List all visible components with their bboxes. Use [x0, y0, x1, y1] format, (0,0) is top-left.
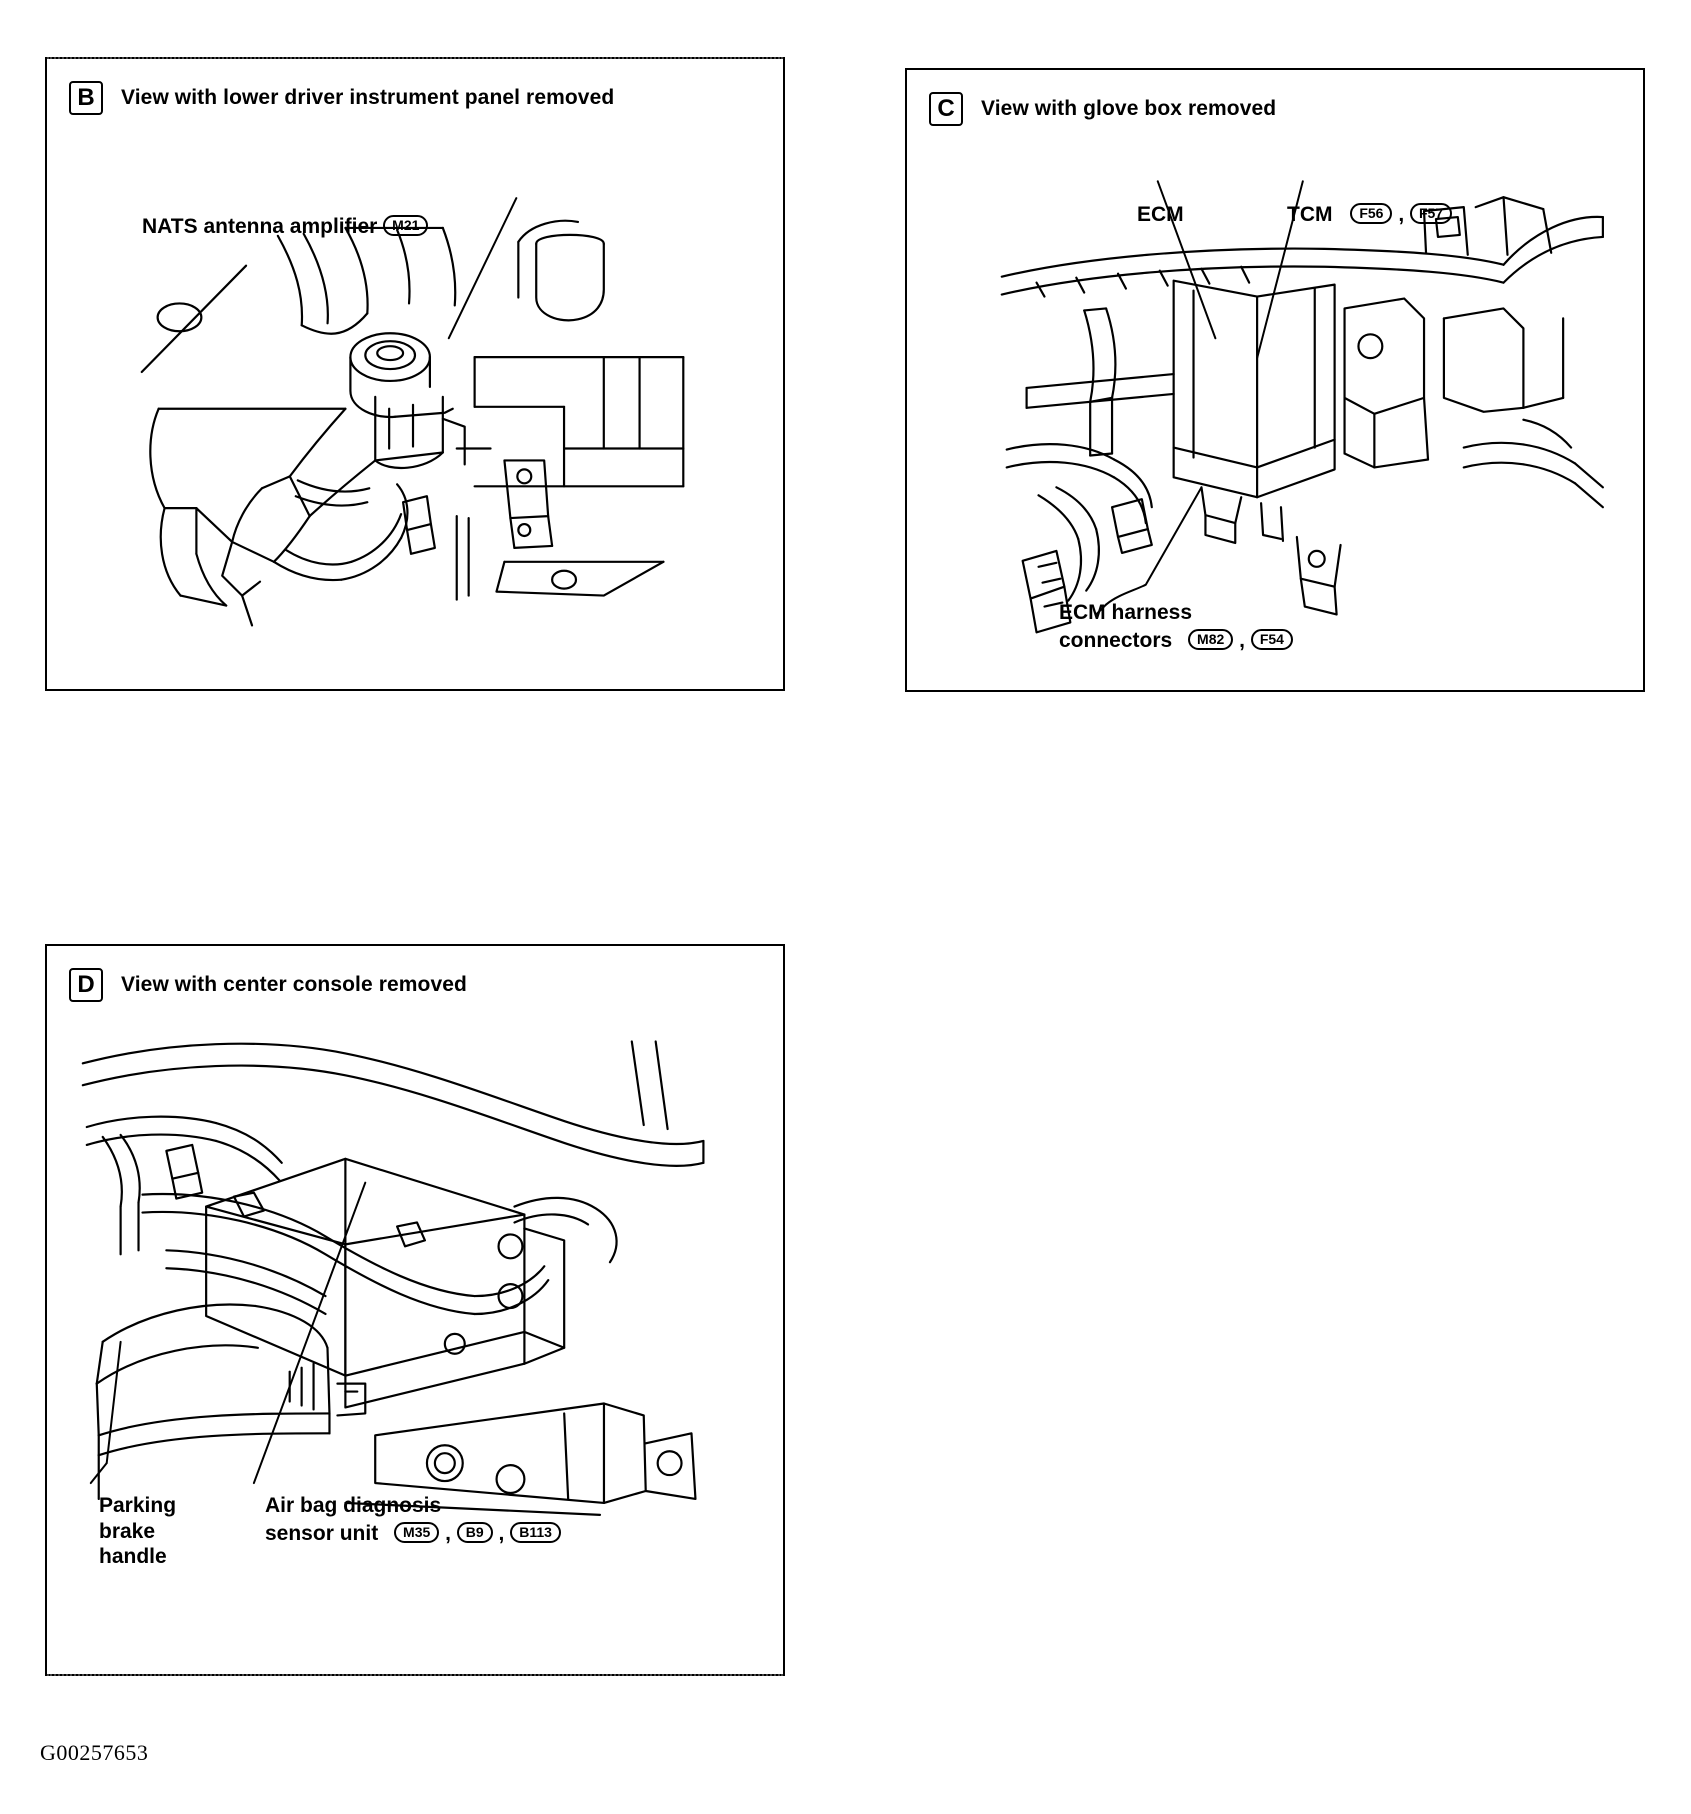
connector-b113: B113: [510, 1522, 561, 1543]
parking-brake-handle-label: [99, 1493, 269, 1570]
panel-d-center-console-removed: [45, 944, 785, 1676]
panel-d-title: View with center console removed: [121, 973, 467, 996]
panel-d-letter: D: [69, 968, 103, 1002]
parking-brake-handle-line3: handle: [99, 1545, 167, 1569]
connector-f54: F54: [1251, 629, 1293, 650]
connector-f57: F57: [1410, 203, 1452, 224]
connector-m82: M82: [1188, 629, 1233, 650]
connector-m35: M35: [394, 1522, 439, 1543]
air-bag-diagnosis-line2: sensor unit: [265, 1521, 379, 1545]
parking-brake-handle-line2: brake: [99, 1519, 156, 1543]
air-bag-diagnosis-line1: Air bag diagnosis: [265, 1494, 442, 1517]
panel-c-title: View with glove box removed: [981, 97, 1277, 120]
ecm-harness-connector-separator: ,: [1239, 628, 1245, 652]
ecm-harness-connectors-line2: connectors: [1059, 628, 1173, 652]
air-bag-diagnosis-sensor-unit-label: [265, 1493, 685, 1546]
ecm-label: [1137, 202, 1184, 228]
panel-c-glove-box-removed: [905, 68, 1645, 692]
figure-id-code: G00257653: [40, 1740, 149, 1765]
connector-b9: B9: [457, 1522, 493, 1543]
tcm-connector-separator: ,: [1398, 203, 1405, 226]
panel-b-letter: B: [69, 81, 103, 115]
air-bag-connector-separator-2: ,: [498, 1521, 505, 1545]
ecm-text: ECM: [1137, 203, 1184, 226]
tcm-text: TCM: [1287, 203, 1333, 226]
connector-f56: F56: [1350, 203, 1392, 224]
nats-antenna-amplifier-text: NATS antenna amplifier: [142, 215, 378, 238]
ecm-harness-connectors-line1: ECM harness: [1059, 601, 1193, 624]
panel-b-title: View with lower driver instrument panel removed: [121, 86, 615, 109]
air-bag-connector-separator-1: ,: [445, 1521, 451, 1545]
nats-antenna-amplifier-label: [142, 214, 428, 240]
connector-m21: M21: [383, 215, 428, 236]
tcm-label: [1287, 202, 1452, 228]
panel-c-illustration: [907, 70, 1643, 690]
panel-b-lower-driver-instrument-panel: [45, 57, 785, 691]
parking-brake-handle-line1: Parking: [99, 1494, 177, 1517]
panel-c-letter: C: [929, 92, 963, 126]
panel-b-illustration: [47, 59, 783, 689]
ecm-harness-connectors-label: [1059, 600, 1389, 653]
panel-d-dotted-bottom-edge: [47, 1674, 783, 1676]
